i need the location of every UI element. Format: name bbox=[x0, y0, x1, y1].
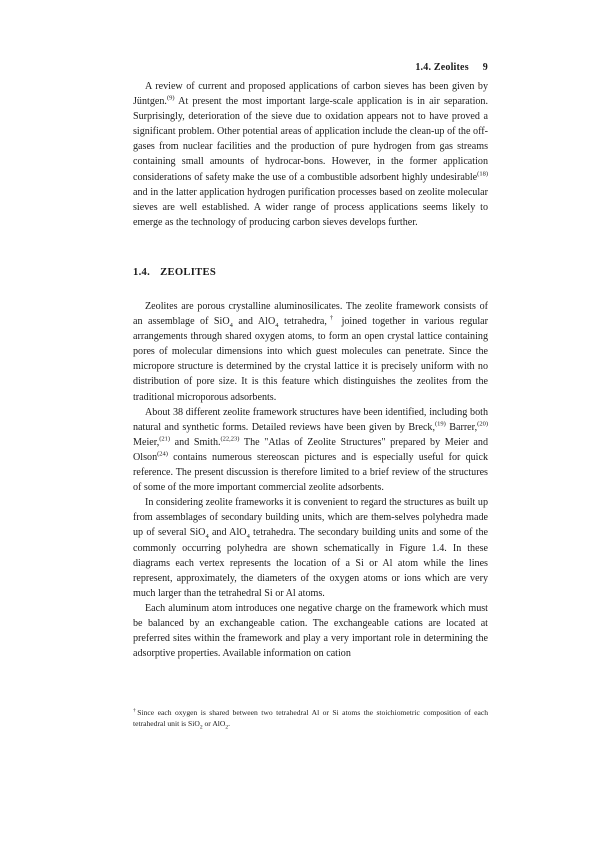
body-text: Each aluminum atom introduces one negative charge on the framework which must be balanced by an exchangeable cation. The exchangeable cations are located at preferred sites within the framework and play a very important role in determining the adsorptive properties. Available information on cation bbox=[133, 602, 488, 660]
citation-ref: (9) bbox=[166, 94, 175, 102]
section-title: ZEOLITES bbox=[160, 267, 217, 278]
page-number: 9 bbox=[482, 62, 488, 73]
subscript: 2 bbox=[199, 724, 203, 731]
body-text: Zeolites are porous crystalline aluminosilicates. The zeolite framework consists of an assemblage of SiO bbox=[133, 301, 488, 328]
intro-text-1: A review of current and proposed applications of carbon sieves has been given by Jüntgen. bbox=[133, 81, 488, 108]
section-body bbox=[133, 299, 488, 661]
subscript: 4 bbox=[275, 322, 279, 330]
footnote-text: or AlO bbox=[202, 719, 226, 728]
body-text: The "Atlas of Zeolite Structures" prepared by Meier and Olson bbox=[133, 436, 488, 463]
citation-ref: (21) bbox=[159, 435, 171, 443]
section-number: 1.4. bbox=[133, 267, 151, 278]
body-text: joined together in various regular arrangements through shared oxygen atoms, to form an open crystal lattice containing pores of molecular dimensions into which guest molecules can penetrate. Since the micropore structure is determined by the crystal lattice it is precisely uniform with no distribution of pore size. It is this feature which distinguishes the zeolites from the traditional microporous adsorbents. bbox=[133, 316, 488, 403]
subscript: 4 bbox=[246, 533, 250, 541]
body-paragraph bbox=[133, 299, 488, 405]
citation-ref: (24) bbox=[157, 450, 168, 458]
subscript: 2 bbox=[225, 724, 229, 731]
body-text: Barrer, bbox=[445, 421, 478, 433]
body-paragraph bbox=[133, 405, 488, 496]
header-section-title: 1.4. Zeolites bbox=[415, 62, 469, 73]
footnote-marker: † bbox=[326, 314, 337, 322]
body-text: About 38 different zeolite framework structures have been identified, including both natural and synthetic forms. Detailed reviews have been given by Breck, bbox=[133, 406, 488, 433]
body-text: and AlO bbox=[208, 527, 247, 539]
citation-ref: (18) bbox=[477, 170, 488, 178]
section-heading bbox=[133, 267, 216, 278]
body-text: In considering zeolite frameworks it is convenient to regard the structures as built up from assemblages of secondary building units, which are them-selves polyhedra made up of several SiO bbox=[133, 497, 488, 539]
footnote-text: . bbox=[228, 719, 231, 728]
footnote-marker: † bbox=[133, 707, 138, 714]
footnote bbox=[133, 707, 488, 729]
body-text: Meier, bbox=[133, 436, 160, 448]
intro-text-3: and in the latter application hydrogen purification processes based on zeolite molecular sieves are well established. A wider range of process applications seems likely to emerge as the technology of producing carbon sieves develops further. bbox=[133, 186, 488, 228]
subscript: 4 bbox=[229, 322, 233, 330]
intro-paragraph bbox=[133, 79, 488, 230]
intro-text-2: At present the most important large-scale application is in air separation. Surprisingly, deterioration of the sieve due to oxidation appears not to have proved a significant problem. Other potential areas of application include the clean-up of the off-gases from nuclear facilities and the production of pure hydrogen from gas streams containing small amounts of hydrocar-bons. However, in the former application considerations of safety make the use of a combustible adsorbent highly undesirable bbox=[133, 96, 488, 183]
citation-ref: (22,23) bbox=[220, 435, 240, 443]
body-text: and Smith. bbox=[170, 436, 221, 448]
citation-ref: (20) bbox=[477, 420, 488, 428]
body-text: contains numerous stereoscan pictures and is especially useful for quick reference. The present discussion is therefore limited to a brief review of the structures of some of the more important commercial zeolite adsorbents. bbox=[133, 451, 488, 494]
footnote-text: Since each oxygen is shared between two tetrahedral Al or Si atoms the stoichiometric composition of each tetrahedral unit is SiO bbox=[133, 708, 489, 728]
body-text: tetrahedra. The secondary building units and some of the commonly occurring polyhedra are shown schematically in Figure 1.4. In these diagrams each vertex represents the location of a Si or Al atom while the lines represent, approximately, the diameters of the oxygen atoms or ions which are very much larger than the tetrahedral Si or Al atoms. bbox=[133, 527, 488, 599]
body-text: and AlO bbox=[232, 316, 276, 328]
subscript: 4 bbox=[205, 533, 209, 541]
citation-ref: (19) bbox=[435, 420, 446, 428]
body-text: tetrahedra, bbox=[278, 316, 327, 328]
body-paragraph bbox=[133, 495, 488, 601]
body-paragraph bbox=[133, 601, 488, 661]
running-header bbox=[415, 62, 488, 73]
